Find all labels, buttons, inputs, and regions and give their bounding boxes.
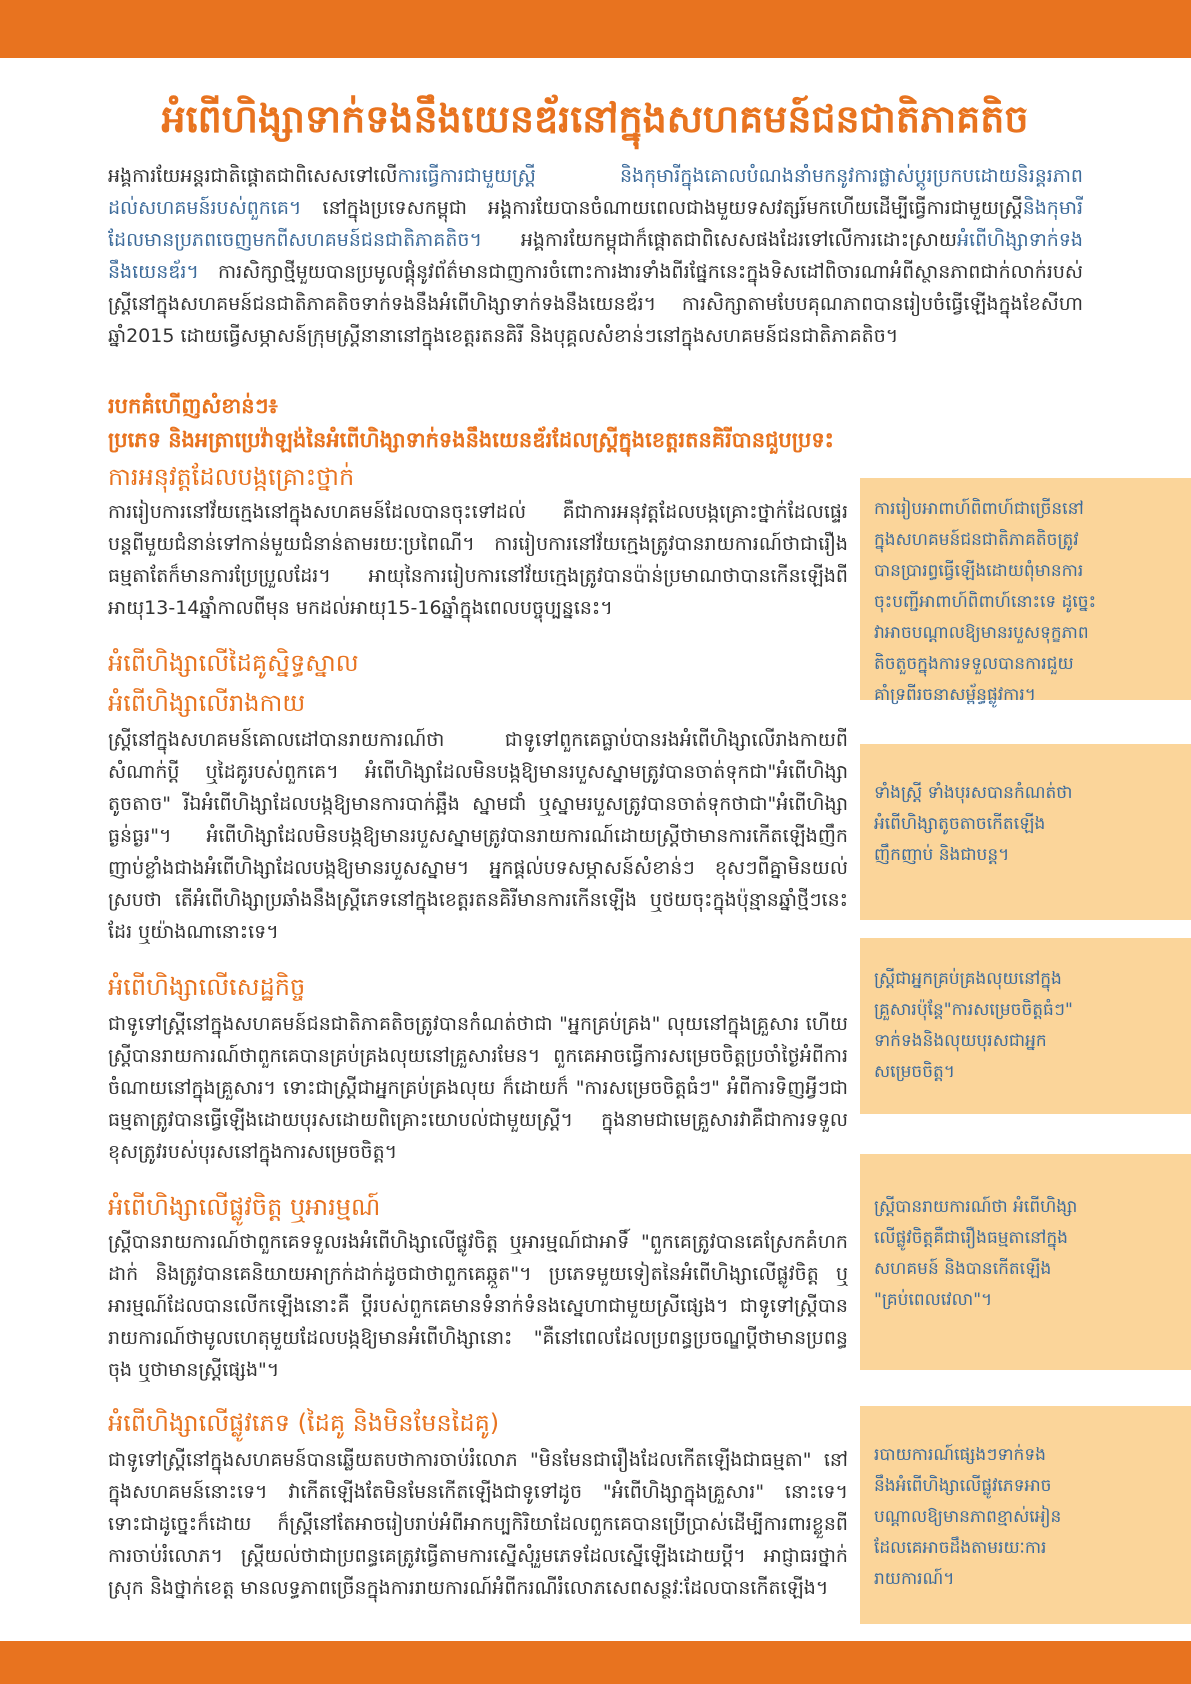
callout-line: តិចតួចក្នុងការទទួលបានការជួយ [874,654,1074,674]
section-body-early-marriage: ការរៀបការនៅវ័យក្មេងនៅក្នុងសហគមន៍ដែលបានចុះទៅដល់ គឺជាការអនុវត្តដែលបង្កគ្រោះថ្នាក់ដែលផ្ទេរបន្តពីមួយជំនាន់ទៅកាន់មួយជំនាន់តាមរយៈប្រពៃណី។ ការរៀបការនៅវ័យក្មេងត្រូវបានរាយការណ៍ថាជារឿងធម្មតាតែក៏មានការប្រែប្រួលដែរ។ អាយុនៃការរៀបការនៅវ័យក្មេងត្រូវបានប៉ាន់ប្រមាណថាបានកើនឡើងពីអាយុ13-14ឆ្នាំកាលពីមុន មកដល់អាយុ15-16ឆ្នាំក្នុងពេលបច្ចុប្បន្ននេះ។ [108,501,848,619]
key-findings-heading: របកគំហើញសំខាន់ៗ៖ [108,394,278,418]
callout-box-early-marriage [860,478,1191,705]
callout-box-sexual [860,1406,1191,1624]
intro-text-4: ការសិក្សាថ្មីមួយបានប្រមូលផ្តុំនូវព័ត៌មានជាញការចំពោះការងារទាំងពីរផ្នែកនេះក្នុងទិសដៅពិចារណាអំពីស្ថានភាពជាក់លាក់របស់ស្ត្រីនៅក្នុងសហគមន៍ជនជាតិភាគតិចទាក់ទងនឹងអំពើហិង្សាទាក់ទងនឹងយេនឌ័រ។ ការសិក្សាតាមបែបគុណភាពបានរៀបចំធ្វើឡើងក្នុងខែសីហាឆ្នាំ2015 ដោយធ្វើសម្ភាសន៍ក្រុមស្ត្រីនានានៅក្នុងខេត្តរតនគិរី និងបុគ្គលសំខាន់ៗនៅក្នុងសហគមន៍ជនជាតិភាគតិច។ [108,261,1083,347]
bottom-banner [0,1641,1191,1684]
intro-text-2: នៅក្នុងប្រទេសកម្ពុជា អង្គការយែបានចំណាយពេលជាងមួយទសវត្សរ៍មកហើយដើម្បីធ្វើការជាមួយស្ត្រី [301,197,1023,219]
callout-line: លើផ្លូវចិត្តគឺជារឿងធម្មតានៅក្នុង [874,1228,1068,1248]
callout-line: គាំទ្រពីរចនាសម្ព័ន្ធផ្លូវការ។ [874,685,1036,705]
callout-line: ដែលគេអាចដឹងតាមរយៈការ [874,1538,1047,1558]
section-body-sexual: ជាទូទៅស្ត្រីនៅក្នុងសហគមន៍បានឆ្លើយតបថាការចាប់រំលោភ "មិនមែនជារឿងដែលកើតឡើងជាធម្មតា" នៅក្នុងសហគមន៍នោះទេ។ វាកើតឡើងតែមិនមែនកើតឡើងជាទូទៅដូច "អំពើហិង្សាក្នុងគ្រួសារ" នោះទេ។ ទោះជាដូច្នេះក៏ដោយ ក៏ស្ត្រីនៅតែអាចរៀបរាប់អំពីអាកប្បកិរិយាដែលពួកគេបានប្រើប្រាស់ដើម្បីការពារខ្លួនពីការចាប់រំលោភ។ ស្ត្រីយល់ថាជាប្រពន្ធគេត្រូវធ្វើតាមការស្នើសុំរួមភេទដែលស្នើឡើងដោយប្តី។ អាជ្ញាធរថ្នាក់ស្រុក និងថ្នាក់ខេត្ត មានលទ្ធភាពច្រើនក្នុងការរាយការណ៍អំពីករណីរំលោភសេពសន្ថវៈដែលបានកើតឡើង។ [108,1449,848,1599]
callout-box-physical [860,744,1191,920]
callout-line: របាយការណ៍ផ្សេងៗទាក់ទង [874,1445,1046,1465]
section-heading-intimate-partner: អំពើហិង្សាលើដៃគូស្និទ្ធស្នាល [108,649,359,677]
section-heading-economic: អំពើហិង្សាលើសេដ្ឋកិច្ច [108,973,306,1001]
callout-line: នឹងអំពើហិង្សាលើផ្លូវភេទអាច [874,1476,1052,1496]
intro-highlight-3: អំពើហិង្សាទាក់ទងនឹងយេនឌ័រ។ [108,229,1083,283]
section-body-psychological: ស្ត្រីបានរាយការណ៍ថាពួកគេទទួលរងអំពើហិង្សាលើផ្លូវចិត្ត ឬអារម្មណ៍ជាអាទិ៍ "ពួកគេត្រូវបានគេស្រែកគំហកដាក់ និងត្រូវបានគេនិយាយអាក្រក់ដាក់ដូចជាថាពួកគេឆ្កួត"។ ប្រភេទមួយទៀតនៃអំពើហិង្សាលើផ្លូវចិត្ត ឬអារម្មណ៍ដែលបានលើកឡើងនោះគឺ ប្តីរបស់ពួកគេមានទំនាក់ទំនងស្នេហាជាមួយស្រីផ្សេង។ ជាទូទៅស្ត្រីបានរាយការណ៍ថាមូលហេតុមួយដែលបង្កឱ្យមានអំពើហិង្សានោះ "គឺនៅពេលដែលប្រពន្ធប្រចណ្ឌប្តីថាមានប្រពន្ធចុង ឬថាមានស្ត្រីផ្សេង"។ [108,1231,848,1381]
callout-line: ទាក់ទងនិងលុយបុរសជាអ្នក [874,1031,1047,1051]
callout-line: ញឹកញាប់ និងជាបន្ត។ [874,845,1010,865]
section-heading-physical: អំពើហិង្សាលើរាងកាយ [108,689,306,717]
intro-paragraph [108,160,1083,352]
key-findings-subheading: ប្រភេទ និងអត្រាប្រេវ៉ាឡង់នៃអំពើហិង្សាទាក់ទងនឹងយេនឌ័រដែលស្ត្រីក្នុងខេត្តរតនគិរីបានជួបប្រទះ [108,428,834,452]
section-body-physical: ស្ត្រីនៅក្នុងសហគមន៍គោលដៅបានរាយការណ៍ថា ជាទូទៅពួកគេធ្លាប់បានរងអំពើហិង្សាលើរាងកាយពីសំណាក់ប្តី ឬដៃគូរបស់ពួកគេ។ អំពើហិង្សាដែលមិនបង្កឱ្យមានរបួសស្នាមត្រូវបានចាត់ទុកជា"អំពើហិង្សាតូចតាច" រីឯអំពើហិង្សាដែលបង្កឱ្យមានការបាក់ឆ្អឹង ស្នាមជាំ ឬស្នាមរបួសត្រូវបានចាត់ទុកថាជា"អំពើហិង្សាធ្ងន់ធ្ងរ"។ អំពើហិង្សាដែលមិនបង្កឱ្យមានរបួសស្នាមត្រូវបានរាយការណ៍ដោយស្ត្រីថាមានការកើតឡើងញឹកញាប់ខ្លាំងជាងអំពើហិង្សាដែលបង្កឱ្យមានរបួសស្នាម។ អ្នកផ្តល់បទសម្ភាសន៍សំខាន់ៗ ខុសៗពីគ្នាមិនយល់ស្របថា តើអំពើហិង្សាប្រឆាំងនឹងស្ត្រីភេទនៅក្នុងខេត្តរតនគិរីមានការកើនឡើង ឬថយចុះក្នុងប៉ុន្មានឆ្នាំថ្មីៗនេះដែរ ឬយ៉ាងណានោះទេ។ [108,729,848,943]
page-title: អំពើហិង្សាទាក់ទងនឹងយេនឌ័រនៅក្នុងសហគមន៍ជនជាតិភាគតិច [161,97,1029,141]
callout-line: ចុះបញ្ជីអាពាហ៍ពិពាហ៍នោះទេ ដូច្នេះ [874,592,1097,612]
callout-line: វាអាចបណ្តាលឱ្យមានរបួសទុក្ខភាព [874,623,1089,643]
callout-line: សហគមន៍ និងបានកើតឡើង [874,1259,1052,1279]
callout-line: សម្រេចចិត្ត។ [874,1062,956,1082]
intro-highlight-2: និងកុមារីដែលមានប្រភពចេញមកពីសហគមន៍ជនជាតិភាគតិច។ [108,197,1083,251]
intro-text-1: អង្គការយែអន្តរជាតិផ្តោតជាពិសេសទៅលើ [108,165,398,187]
intro-highlight-1: ការធ្វើការជាមួយស្ត្រី និងកុមារីក្នុងគោលបំណងនាំមកនូវការផ្លាស់ប្តូរប្រកបដោយនិរន្តរភាពដល់សហគមន៍របស់ពួកគេ។ [108,165,1083,219]
top-banner [0,0,1191,58]
callout-box-psychological [860,1154,1191,1370]
callout-line: រាយការណ៍។ [874,1569,955,1589]
callout-line: អំពើហិង្សាតូចតាចកើតឡើង [874,814,1046,834]
section-heading-psychological: អំពើហិង្សាលើផ្លូវចិត្ត ឬអារម្មណ៍ [108,1193,381,1221]
section-body-economic: ជាទូទៅស្ត្រីនៅក្នុងសហគមន៍ជនជាតិភាគតិចត្រូវបានកំណត់ថាជា "អ្នកគ្រប់គ្រង" លុយនៅក្នុងគ្រួសារ ហើយស្ត្រីបានរាយការណ៍ថាពួកគេបានគ្រប់គ្រងលុយនៅគ្រួសារមែន។ ពួកគេអាចធ្វើការសម្រេចចិត្តប្រចាំថ្ងៃអំពីការចំណាយនៅក្នុងគ្រួសារ។ ទោះជាស្ត្រីជាអ្នកគ្រប់គ្រងលុយ ក៏ដោយក៏ "ការសម្រេចចិត្តធំៗ" អំពីការទិញអ្វីៗជាធម្មតាត្រូវបានធ្វើឡើងដោយបុរសដោយពិគ្រោះយោបល់ជាមួយស្ត្រី។ ក្នុងនាមជាមេគ្រួសារវាគឺជាការទទួលខុសត្រូវរបស់បុរសនៅក្នុងការសម្រេចចិត្ត។ [108,1013,848,1163]
callout-line: បានប្រារព្ធធ្វើឡើងដោយពុំមានការ [874,561,1084,581]
callout-line: គ្រួសារប៉ុន្តែ"ការសម្រេចចិត្តធំៗ" [874,1000,1073,1020]
callout-line: "គ្រប់ពេលវេលា"។ [874,1290,993,1310]
callout-line: ការរៀបអាពាហ៍ពិពាហ៍ជាច្រើននៅ [874,499,1084,519]
section-heading-early-marriage: ការអនុវត្តដែលបង្កគ្រោះថ្នាក់ [108,463,355,491]
callout-line: បណ្តាលឱ្យមានភាពខ្មាស់អៀន [874,1507,1062,1527]
intro-text-3: អង្គការយែកម្ពុជាក៏ផ្តោតជាពិសេសផងដែរទៅលើការដោះស្រាយ [481,229,957,251]
callout-line: ទាំងស្ត្រី ទាំងបុរសបានកំណត់ថា [874,783,1073,803]
callout-line: ស្ត្រីជាអ្នកគ្រប់គ្រងលុយនៅក្នុង [874,969,1062,989]
callout-line: ស្ត្រីបានរាយការណ៍ថា អំពើហិង្សា [874,1197,1078,1217]
callout-line: ក្នុងសហគមន៍ជនជាតិភាគតិចត្រូវ [874,530,1079,550]
section-heading-sexual: អំពើហិង្សាលើផ្លូវភេទ (ដៃគូ និងមិនមែនដៃគូ) [108,1409,500,1437]
callout-box-economic [860,938,1191,1114]
